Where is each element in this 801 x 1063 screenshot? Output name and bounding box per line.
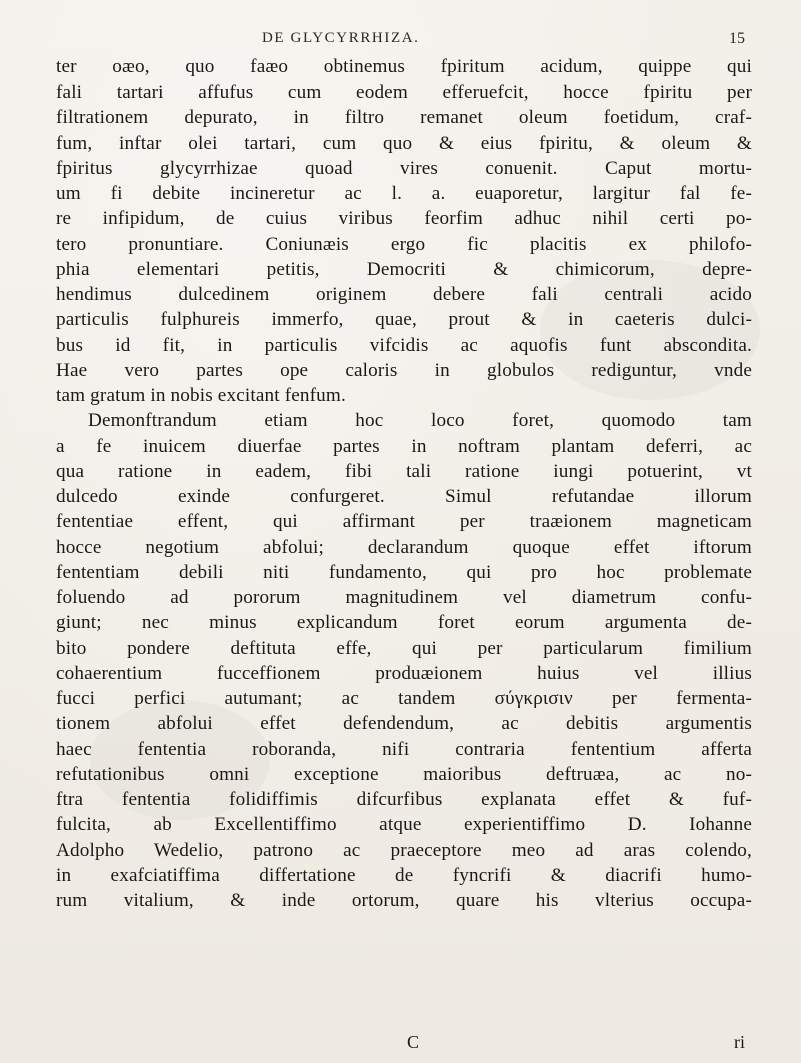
- signature-mark: C: [407, 1032, 420, 1052]
- text-line: Demonftrandum etiam hoc loco foret, quomodo tam: [88, 410, 752, 432]
- text-line: phia elementari petitis, Democriti & chimicorum, depre-: [56, 258, 752, 280]
- text-line: fali tartari affufus cum eodem efferuefcit, hocce fpiritu per: [56, 82, 752, 103]
- text-line: fucci perfici autumant; ac tandem σύγκρισιν per fermenta-: [56, 688, 752, 709]
- text-line: Adolpho Wedelio, patrono ac praeceptore meo ad aras colendo,: [56, 839, 752, 861]
- text-line: fententiae effent, qui affirmant per traæionem magneticam: [56, 511, 752, 533]
- text-line: qua ratione in eadem, fibi tali ratione iungi potuerint, vt: [56, 460, 752, 482]
- text-line: um fi debite incineretur ac l. a. euaporetur, largitur fal fe-: [56, 183, 752, 204]
- page-footer: [0, 1032, 801, 1054]
- text-line: fententiam debili niti fundamento, qui pro hoc problemate: [56, 561, 752, 583]
- text-line: bito pondere deftituta effe, qui per particularum fimilium: [56, 637, 752, 659]
- text-line: cohaerentium fucceffionem produæionem huius vel illius: [56, 662, 752, 684]
- text-line: fpiritus glycyrrhizae quoad vires conuenit. Caput mortu-: [56, 157, 752, 179]
- text-line: dulcedo exinde confurgeret. Simul refutandae illorum: [56, 486, 752, 507]
- text-line: Hae vero partes ope caloris in globulos rediguntur, vnde: [56, 359, 752, 381]
- text-line: refutationibus omni exceptione maioribus deftruæa, ac no-: [56, 763, 752, 785]
- body-text: [56, 54, 752, 913]
- text-line: fum, inftar olei tartari, cum quo & eius fpiritu, & oleum &: [56, 132, 752, 154]
- page-number: 15: [729, 30, 745, 47]
- text-line: re infipidum, de cuius viribus feorfim adhuc nihil certi po-: [56, 208, 752, 230]
- text-line: hendimus dulcedinem originem debere fali centrali acido: [56, 284, 752, 305]
- text-line: tionem abfolui effet defendendum, ac debitis argumentis: [56, 713, 752, 735]
- text-line: giunt; nec minus explicandum foret eorum argumenta de-: [56, 612, 752, 634]
- text-line: foluendo ad pororum magnitudinem vel diametrum confu-: [56, 587, 752, 608]
- text-line: in exafciatiffima differtatione de fyncrifi & diacrifi humo-: [56, 864, 752, 886]
- text-line: bus id fit, in particulis vifcidis ac aquofis funt abscondita.: [56, 334, 752, 356]
- text-line: a fe inuicem diuerfae partes in noftram plantam deferri, ac: [56, 435, 752, 457]
- text-line: haec fententia roboranda, nifi contraria fententium afferta: [56, 738, 752, 760]
- text-line: rum vitalium, & inde ortorum, quare his vlterius occupa-: [56, 890, 752, 911]
- text-line: tero pronuntiare. Coniunæis ergo fic placitis ex philofo-: [56, 233, 752, 255]
- text-line: particulis fulphureis immerfo, quae, prout & in caeteris dulci-: [56, 309, 752, 331]
- text-line: fulcita, ab Excellentiffimo atque experientiffimo D. Iohanne: [56, 814, 752, 836]
- text-line: filtrationem depurato, in filtro remanet oleum foetidum, craf-: [56, 107, 752, 129]
- text-line: ftra fententia folidiffimis difcurfibus explanata effet & fuf-: [56, 789, 752, 810]
- text-line: ter oæo, quo faæo obtinemus fpiritum acidum, quippe qui: [56, 56, 752, 77]
- catchword: ri: [734, 1032, 745, 1052]
- text-line: hocce negotium abfolui; declarandum quoque effet iftorum: [56, 536, 752, 558]
- running-head: DE GLYCYRRHIZA.: [262, 30, 420, 46]
- text-line: tam gratum in nobis excitant fenfum.: [56, 385, 346, 406]
